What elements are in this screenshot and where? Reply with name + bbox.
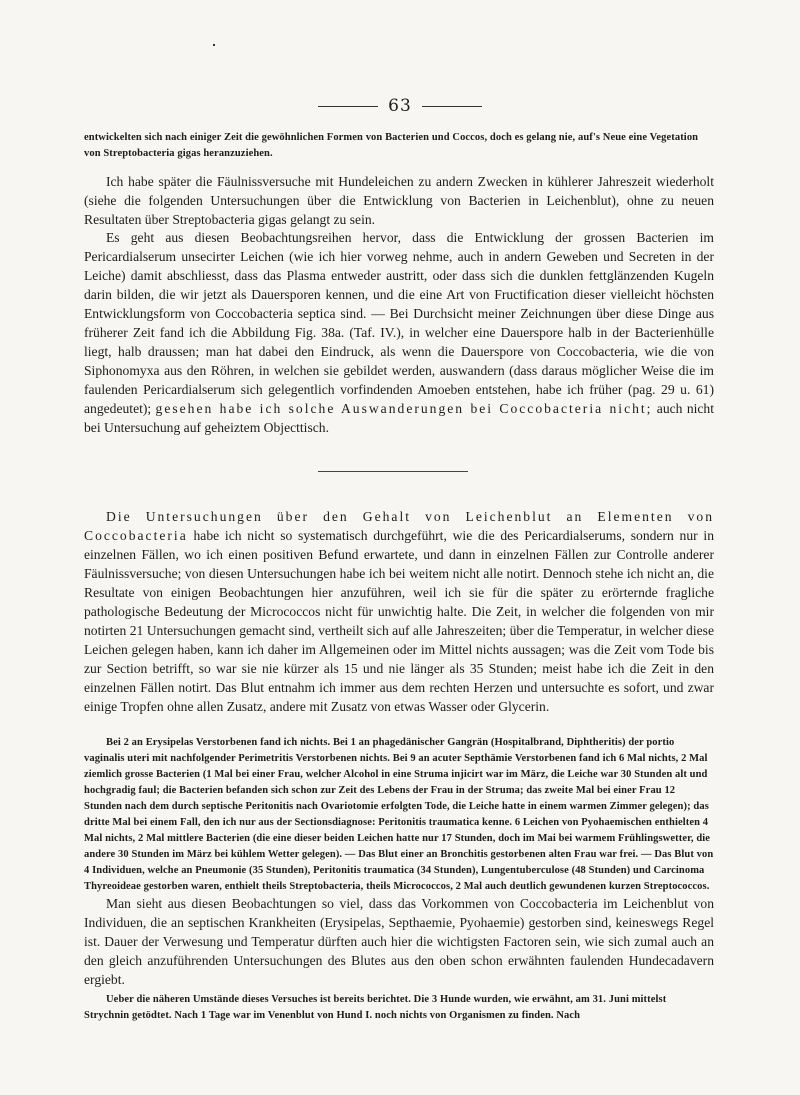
header-rule-left [318, 106, 378, 107]
page-number: 63 [388, 96, 412, 116]
section-divider [318, 471, 468, 472]
page-header [0, 96, 800, 116]
footnote-experiment: Ueber die näheren Umstände dieses Versuches ist bereits berichtet. Die 3 Hunde wurden, wie erwähnt, am 31. Juni mittelst Strychnin getödtet. Nach 1 Tage war im Venenblut von Hund I. noch nichts von Organismen zu finden. Nach [84, 994, 667, 1021]
paragraph-text: Es geht aus diesen Beobachtungsreihen hervor, dass die Entwicklung der grossen Bacterien im Pericardialserum unsecirter Leichen (wie ich hier vorweg nehme, auch in andern Geweben und Secreten in der Leiche) damit abschliesst, dass das Plasma entweder austritt, oder dass sich die dunklen fettglänzenden Kugeln darin bilden, die wir jetzt als Dauersporen kennen, und die eine Art von Fructification dieser vielleicht höchsten Entwicklungsform von Coccobacteria septica sind. — Bei Durchsicht meiner Zeichnungen über diese Dinge aus früherer Zeit fand ich die Abbildung Fig. 38a. (Taf. IV.), in welcher eine Dauerspore halb in der Bacterienhülle liegt, halb draussen; man hat dabei den Eindruck, als wenn die Dauerspore von Coccobacteria, wie die von Siphonomyxa aus den Röhren, in welchen sie gebildet werden, auswandern (dass daraus möglicher Weise die im faulenden Pericardialserum sich gelegentlich vorfindenden Amoeben entstehen, habe ich früher (pag. 29 u. 61) angedeutet); [84, 230, 714, 416]
paragraph-leichenblut [84, 507, 714, 716]
ink-speck [213, 44, 215, 46]
emphasized-text: Die Untersuchungen über den Gehalt von Leichenblut an Elementen von Coccobacteria [84, 509, 714, 543]
paragraph-fäulnissversuche: Ich habe später die Fäulnissversuche mit Hundeleichen zu andern Zwecken in kühlerer Jahreszeit wiederholt (siehe die folgenden Untersuchungen über die Entwicklung von Bacterien in Leichenblut), ohne zu neuen Resultaten über Streptobacteria gigas gelangt zu sein. [84, 174, 714, 227]
footnote-observations: Bei 2 an Erysipelas Verstorbenen fand ich nichts. Bei 1 an phagedänischer Gangrän (Hospitalbrand, Diphtheritis) der portio vaginalis uteri mit nachfolgender Perimetritis Verstorbenen nichts. Bei 9 an acuter Septhämie Verstorbenen fand ich 6 Mal nichts, 2 Mal ziemlich grosse Bacterien (1 Mal bei einer Frau, welcher Alcohol in eine Struma injicirt war im März, die Leiche war 30 Stunden alt und hochgradig faul; die Bacterien befanden sich schon zur Zeit des Lebens der Frau in der Struma; das zweite Mal bei einer Frau 12 Stunden nach dem durch septische Peritonitis nach Ovariotomie erfolgten Tode, die Leiche hatte in einem warmen Zimmer gelegen); das dritte Mal bei einem Fall, den ich nur aus der Sectionsdiagnose: Peritonitis traumatica kenne. 6 Leichen von Pyohaemischen enthielten 4 Mal nichts, 2 Mal mittlere Bacterien (die eine dieser beiden Leichen hatte nur 17 Stunden, doch im Mai bei warmem Frühlingswetter, die andere 30 Stunden im März bei kühlem Wetter gelegen). — Das Blut einer an Bronchitis gestorbenen alten Frau war frei. — Das Blut von 4 Individuen, welche an Pneumonie (35 Stunden), Peritonitis traumatica (34 Stunden), Lungentuberculose (48 Stunden) und Carcinoma Thyreoideae gestorben waren, enthielt theils Streptobacteria, theils Micrococcos, 2 Mal auch deutlich gewundenen kurzen Streptococcos. [84, 737, 714, 892]
paragraph-beobachtungsreihen [84, 228, 714, 437]
intro-paragraph: entwickelten sich nach einiger Zeit die gewöhnlichen Formen von Bacterien und Coccos, doch es gelang nie, auf's Neue eine Vegetation von Streptobacteria gigas heranzuziehen. [84, 132, 699, 159]
paragraph-conclusion: Man sieht aus diesen Beobachtungen so viel, dass das Vorkommen von Coccobacteria im Leichenblut von Individuen, die an septischen Krankheiten (Erysipelas, Septhaemie, Pyohaemie) gestorben sind, keineswegs Regel ist. Dauer der Verwesung und Temperatur dürften auch hier die wichtigsten Factoren sein, wie sich zumal auch an den gleich anzuführenden Untersuchungen des Blutes aus den oben schon erwähnten faulenden Hundecadavern ergiebt. [84, 896, 714, 987]
header-rule-right [422, 106, 482, 107]
emphasized-text: gesehen habe ich solche Auswanderungen bei Coccobacteria nicht; [155, 401, 653, 416]
paragraph-text: habe ich nicht so systematisch durchgeführt, wie die des Pericardialserums, sondern nur in einzelnen Fällen, wo ich einen positiven Befund erwartete, und dann in einzelnen Fällen zur Controlle anderer Fäulnissversuche; von diesen Untersuchungen habe ich bei weitem nicht alle notirt. Dennoch stehe ich nicht an, die Resultate von einigen Beobachtungen hier anzuführen, weil ich sie für die später zu erörternde fragliche pathologische Bedeutung der Micrococcos nicht für unwichtig halte. Die Zeit, in welcher die folgenden von mir notirten 21 Untersuchungen gemacht sind, vertheilt sich auf alle Jahreszeiten; über die Temperatur, in welcher diese Leichen gelegen haben, kann ich daher im Allgemeinen oder im Mittel nichts aussagen; was die Zeit vom Tode bis zur Section betrifft, so war sie nie kürzer als 15 und nie länger als 35 Stunden; meist habe ich die Zeit in den einzelnen Fällen notirt. Das Blut entnahm ich immer aus dem rechten Herzen und untersuchte es sofort, und zwar einige Tropfen ohne allen Zusatz, andere mit Zusatz von etwas Wasser oder Glycerin. [84, 528, 714, 714]
paragraph-text: auch nicht bei Untersuchung auf geheiztem Objecttisch. [84, 401, 714, 435]
